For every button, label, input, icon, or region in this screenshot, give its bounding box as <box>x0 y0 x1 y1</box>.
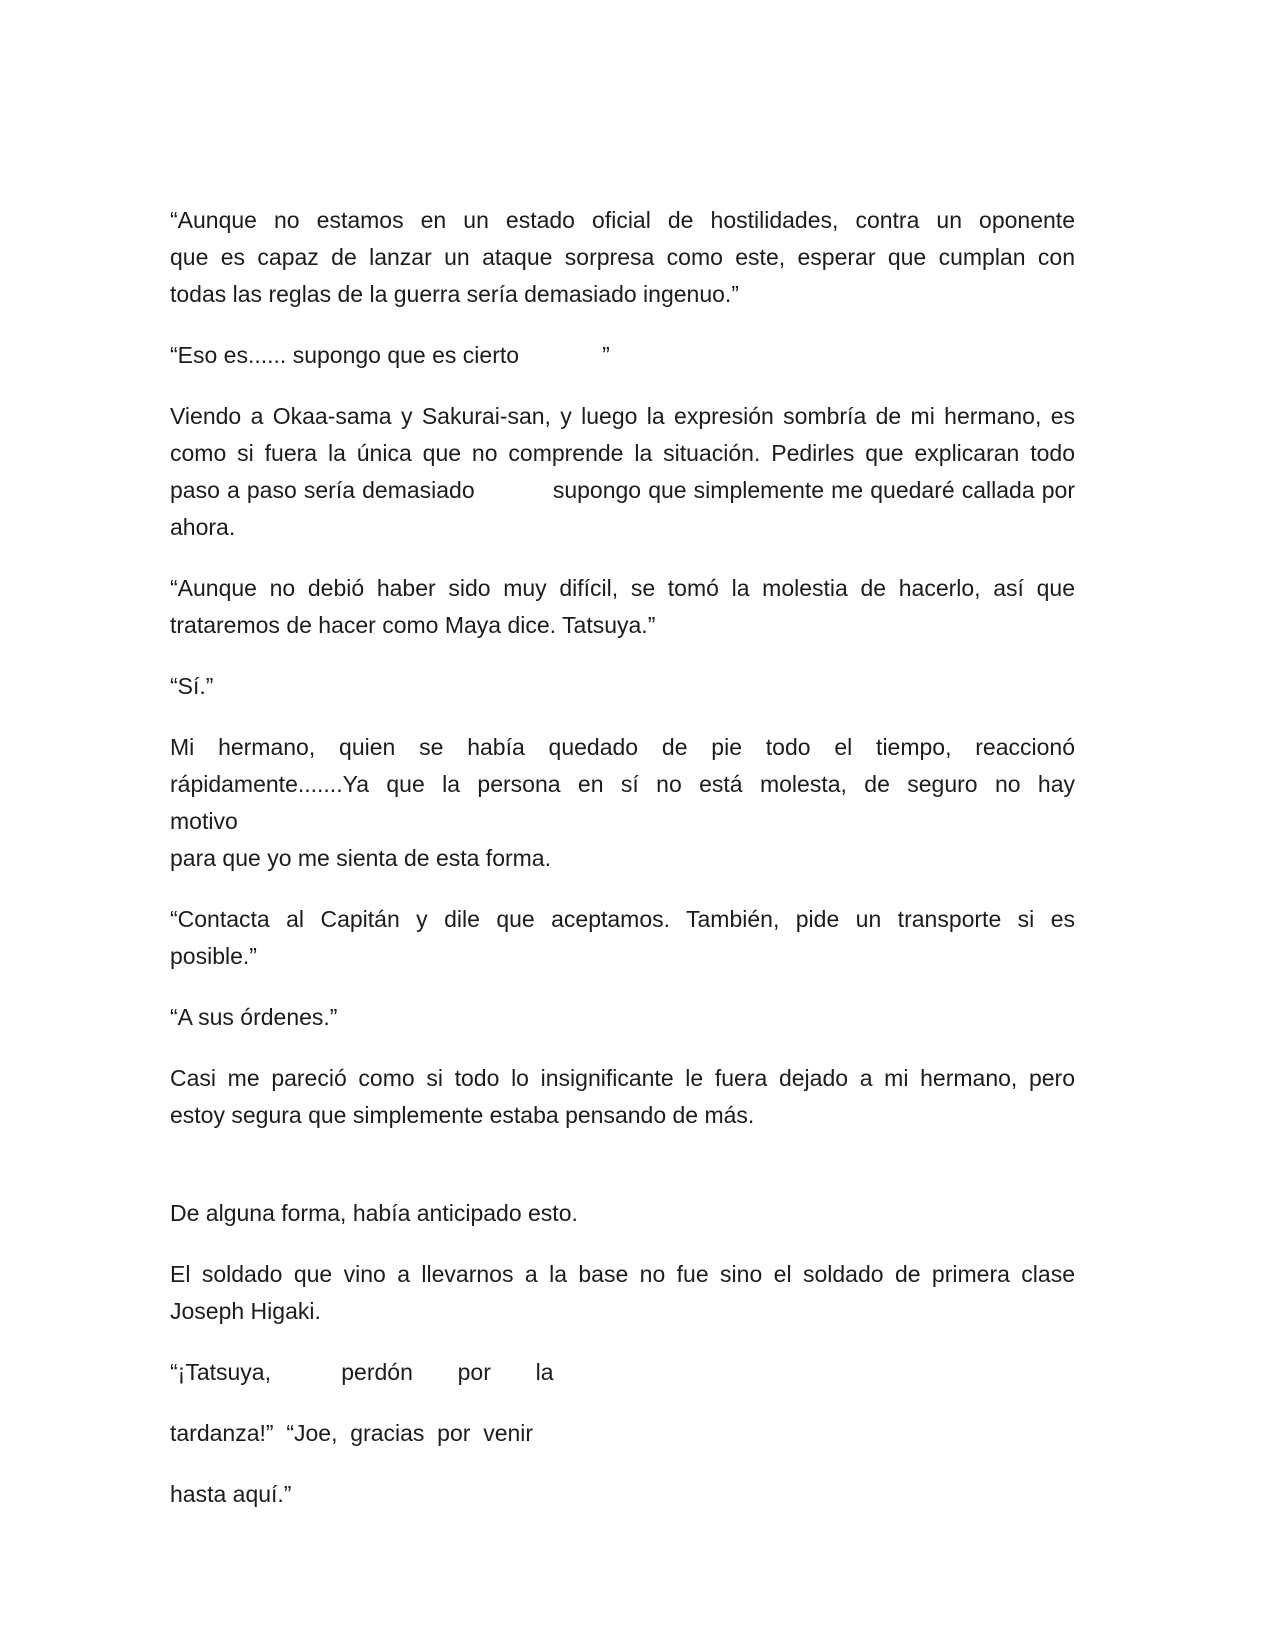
text-line: Viendo a Okaa-sama y Sakurai-san, y luego la expresión sombría de mi hermano, es <box>170 403 1075 429</box>
paragraph <box>170 729 1075 877</box>
text-line: El soldado que vino a llevarnos a la base no fue sino el soldado de primera clase <box>170 1261 1075 1287</box>
paragraph <box>170 337 1075 374</box>
text-line: Joseph Higaki. <box>170 1298 321 1324</box>
text-line: “Eso es...... supongo que es cierto ” <box>170 342 610 368</box>
text-line: posible.” <box>170 943 257 969</box>
text-line: “Sí.” <box>170 673 214 699</box>
text-line: “Contacta al Capitán y dile que aceptamos. También, pide un transporte si es <box>170 906 1075 932</box>
text-line: trataremos de hacer como Maya dice. Tatsuya.” <box>170 612 656 638</box>
paragraph <box>170 1256 1075 1330</box>
text-line: “Aunque no estamos en un estado oficial de hostilidades, contra un oponente <box>170 207 1075 233</box>
text-line: rápidamente.......Ya que la persona en sí no está molesta, de seguro no hay <box>170 771 1075 797</box>
text-line: ahora. <box>170 514 236 540</box>
text-line: Casi me pareció como si todo lo insignificante le fuera dejado a mi hermano, pero <box>170 1065 1075 1091</box>
paragraph <box>170 398 1075 546</box>
paragraph <box>170 999 1075 1036</box>
paragraph <box>170 202 1075 313</box>
text-line: “¡Tatsuya, perdón por la <box>170 1359 554 1385</box>
paragraph <box>170 1476 1075 1513</box>
text-line: Mi hermano, quien se había quedado de pie todo el tiempo, reaccionó <box>170 734 1075 760</box>
paragraph <box>170 901 1075 975</box>
paragraph <box>170 1415 1075 1452</box>
text-line: “Aunque no debió haber sido muy difícil, se tomó la molestia de hacerlo, así que <box>170 575 1075 601</box>
text-line: todas las reglas de la guerra sería demasiado ingenuo.” <box>170 281 739 307</box>
text-line: De alguna forma, había anticipado esto. <box>170 1200 578 1226</box>
text-line: motivo <box>170 808 238 834</box>
text-line: para que yo me sienta de esta forma. <box>170 845 551 871</box>
paragraph <box>170 570 1075 644</box>
paragraph <box>170 1354 1075 1391</box>
text-line: tardanza!” “Joe, gracias por venir <box>170 1420 534 1446</box>
paragraph <box>170 668 1075 705</box>
text-line: hasta aquí.” <box>170 1481 292 1507</box>
paragraph-spacer <box>170 1158 1075 1195</box>
text-line: que es capaz de lanzar un ataque sorpresa como este, esperar que cumplan con <box>170 244 1075 270</box>
text-line: como si fuera la única que no comprende la situación. Pedirles que explicaran todo <box>170 440 1075 466</box>
text-line: “A sus órdenes.” <box>170 1004 338 1030</box>
paragraph <box>170 1195 1075 1232</box>
text-line: paso a paso sería demasiado supongo que simplemente me quedaré callada por <box>170 477 1075 503</box>
text-line: estoy segura que simplemente estaba pensando de más. <box>170 1102 755 1128</box>
paragraph <box>170 1060 1075 1134</box>
